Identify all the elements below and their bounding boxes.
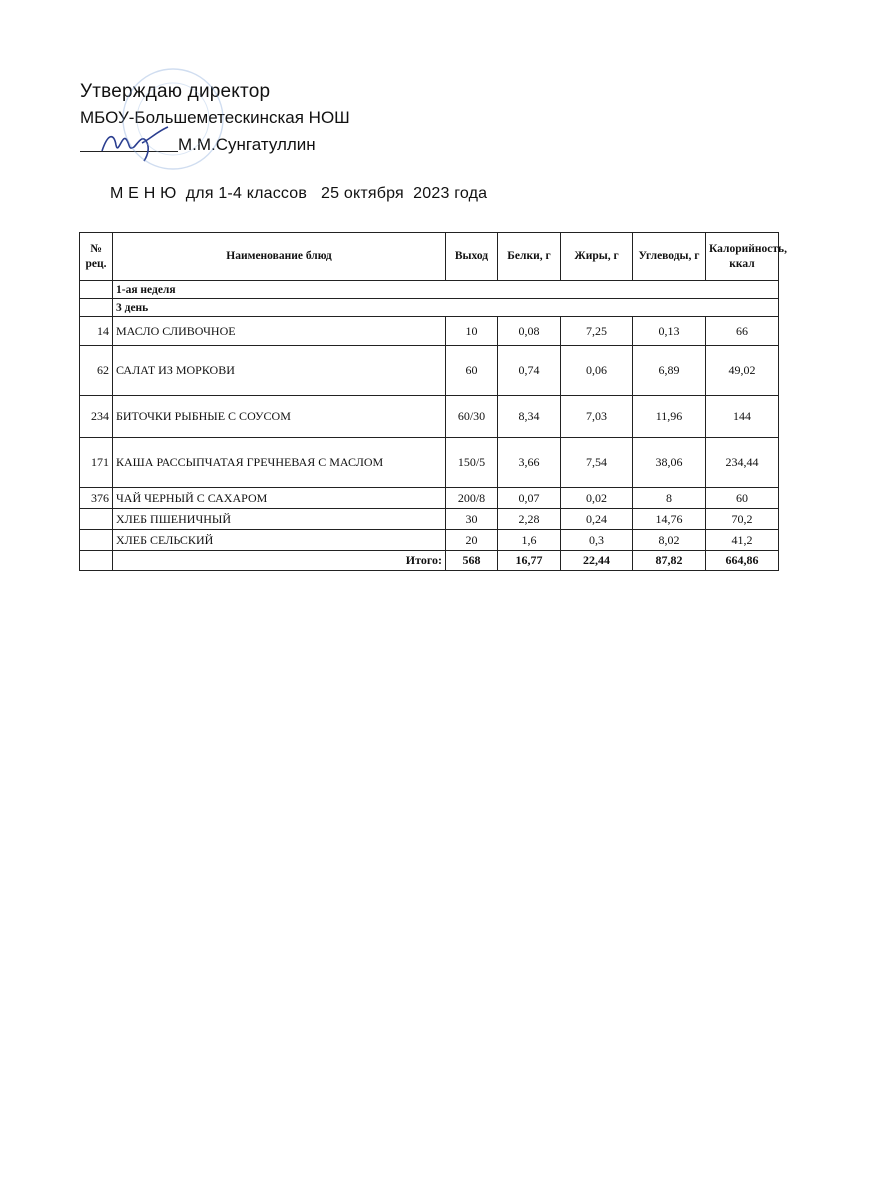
cell-protein: 0,07 [498, 488, 561, 509]
header-calories: Калорийность, ккал [706, 233, 779, 281]
cell-carbs: 6,89 [633, 346, 706, 396]
total-protein: 16,77 [498, 551, 561, 571]
cell-protein: 8,34 [498, 396, 561, 438]
total-row [80, 551, 779, 571]
cell-fat: 0,24 [561, 509, 633, 530]
cell-protein: 2,28 [498, 509, 561, 530]
cell-calories: 234,44 [706, 438, 779, 488]
table-row [80, 317, 779, 346]
cell-calories: 66 [706, 317, 779, 346]
header-carbs: Углеводы, г [633, 233, 706, 281]
total-calories: 664,86 [706, 551, 779, 571]
header-name: Наименование блюд [113, 233, 446, 281]
cell-carbs: 11,96 [633, 396, 706, 438]
total-carbs: 87,82 [633, 551, 706, 571]
cell-num: 171 [80, 438, 113, 488]
cell-calories: 49,02 [706, 346, 779, 396]
cell-output: 60/30 [446, 396, 498, 438]
cell-protein: 1,6 [498, 530, 561, 551]
cell-fat: 7,03 [561, 396, 633, 438]
cell-name: БИТОЧКИ РЫБНЫЕ С СОУСОМ [113, 396, 446, 438]
table-header-row [80, 233, 779, 281]
header-fat: Жиры, г [561, 233, 633, 281]
table-row [80, 509, 779, 530]
cell-carbs: 8 [633, 488, 706, 509]
menu-table [79, 232, 787, 571]
week-label: 1-ая неделя [113, 281, 779, 299]
cell-carbs: 0,13 [633, 317, 706, 346]
cell-output: 60 [446, 346, 498, 396]
cell-carbs: 8,02 [633, 530, 706, 551]
header-num: № рец. [80, 233, 113, 281]
cell-carbs: 14,76 [633, 509, 706, 530]
cell-num [80, 530, 113, 551]
day-row [80, 299, 779, 317]
cell-fat: 0,06 [561, 346, 633, 396]
cell-name: САЛАТ ИЗ МОРКОВИ [113, 346, 446, 396]
cell-output: 30 [446, 509, 498, 530]
cell-fat: 7,54 [561, 438, 633, 488]
cell-num: 234 [80, 396, 113, 438]
table-row [80, 438, 779, 488]
cell-name: МАСЛО СЛИВОЧНОЕ [113, 317, 446, 346]
cell-protein: 0,08 [498, 317, 561, 346]
cell-output: 150/5 [446, 438, 498, 488]
cell-calories: 41,2 [706, 530, 779, 551]
cell-fat: 0,3 [561, 530, 633, 551]
school-name: МБОУ-Большеметескинская НОШ [80, 108, 350, 127]
cell-fat: 0,02 [561, 488, 633, 509]
day-label: 3 день [113, 299, 779, 317]
cell-output: 10 [446, 317, 498, 346]
total-fat: 22,44 [561, 551, 633, 571]
cell-calories: 60 [706, 488, 779, 509]
cell-num: 376 [80, 488, 113, 509]
total-output: 568 [446, 551, 498, 571]
table-row [80, 488, 779, 509]
cell-protein: 3,66 [498, 438, 561, 488]
cell-name: КАША РАССЫПЧАТАЯ ГРЕЧНЕВАЯ С МАСЛОМ [113, 438, 446, 488]
cell-name: ЧАЙ ЧЕРНЫЙ С САХАРОМ [113, 488, 446, 509]
cell-output: 20 [446, 530, 498, 551]
header-protein: Белки, г [498, 233, 561, 281]
cell-fat: 7,25 [561, 317, 633, 346]
approval-title: Утверждаю директор [80, 81, 271, 102]
cell-calories: 70,2 [706, 509, 779, 530]
header-output: Выход [446, 233, 498, 281]
cell-num: 14 [80, 317, 113, 346]
table-row [80, 530, 779, 551]
page-title: М Е Н Ю для 1-4 классов 25 октября 2023 года [110, 185, 488, 202]
cell-output: 200/8 [446, 488, 498, 509]
table-row [80, 396, 779, 438]
signer-name: М.М.Сунгатуллин [178, 135, 316, 154]
cell-carbs: 38,06 [633, 438, 706, 488]
total-label: Итого: [113, 551, 446, 571]
cell-calories: 144 [706, 396, 779, 438]
cell-name: ХЛЕБ СЕЛЬСКИЙ [113, 530, 446, 551]
cell-protein: 0,74 [498, 346, 561, 396]
stamp-seal [118, 64, 228, 174]
table-row [80, 346, 779, 396]
week-row [80, 281, 779, 299]
cell-num [80, 509, 113, 530]
cell-num: 62 [80, 346, 113, 396]
cell-name: ХЛЕБ ПШЕНИЧНЫЙ [113, 509, 446, 530]
